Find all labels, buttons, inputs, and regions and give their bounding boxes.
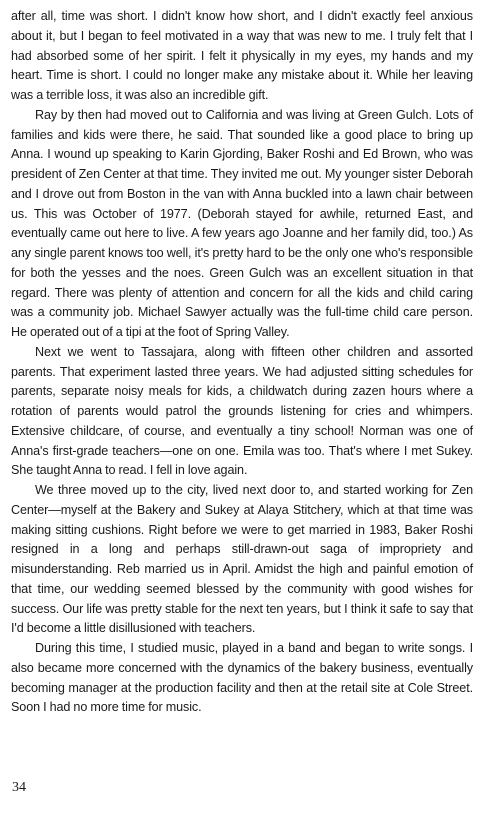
page-number: 34 bbox=[12, 780, 26, 795]
page-body bbox=[11, 7, 473, 718]
paragraph: During this time, I studied music, played in a band and began to write songs. I also became more concerned with the dynamics of the bakery business, eventually becoming manager at the production facility and then at the retail site at Cole Street. Soon I had no more time for music. bbox=[11, 641, 473, 715]
paragraph: We three moved up to the city, lived next door to, and started working for Zen Center—myself at the Bakery and Sukey at Alaya Stitchery, which at that time was making sitting cushions. Right before we were to get married in 1983, Baker Roshi resigned in a long and perhaps still-drawn-out saga of impropriety and misunderstanding. Reb married us in April. Amidst the high and painful emotion of that time, our wedding seemed blessed by the community with good wishes for success. Our life was pretty stable for the next ten years, but I think it safe to say that I'd become a little disillusioned with teachers. bbox=[11, 483, 473, 636]
paragraph: after all, time was short. I didn't know how short, and I didn't exactly feel anxious about it, but I began to feel motivated in a way that was new to me. I truly felt that I had absorbed some of her spirit. I felt it physically in my eyes, my hands and my heart. Time is short. I could no longer make any mistake about it. While her leaving was a terrible loss, it was also an incredible gift. bbox=[11, 9, 473, 102]
paragraph: Next we went to Tassajara, along with fifteen other children and assorted parents. That experiment lasted three years. We had adjusted sitting schedules for parents, separate noisy meals for kids, a childwatch during zazen hours where a rotation of parents would patrol the grounds listening for cries and whimpers. Extensive childcare, of course, and eventually a tiny school! Norman was one of Anna's first-grade teachers—one on one. Emila was too. That's where I met Sukey. She taught Anna to read. I fell in love again. bbox=[11, 344, 473, 478]
paragraph: Ray by then had moved out to California and was living at Green Gulch. Lots of families and kids were there, he said. That sounded like a good place to bring up Anna. I wound up speaking to Karin Gjording, Baker Roshi and Ed Brown, who was president of Zen Center at that time. They invited me out. My younger sister Deborah and I drove out from Boston in the van with Anna buckled into a lawn chair between us. This was October of 1977. (Deborah stayed for awhile, returned East, and eventually came out here to live. A few years ago Joanne and her family did, too.) As any single parent knows too well, it's pretty hard to be the only one who's responsible for both the yesses and the noes. Green Gulch was an excellent situation in that regard. There was plenty of attention and concern for all the kids and child caring was a community job. Michael Sawyer actually was the full-time child care person. He operated out of a tipi at the foot of Spring Valley. bbox=[11, 107, 473, 339]
